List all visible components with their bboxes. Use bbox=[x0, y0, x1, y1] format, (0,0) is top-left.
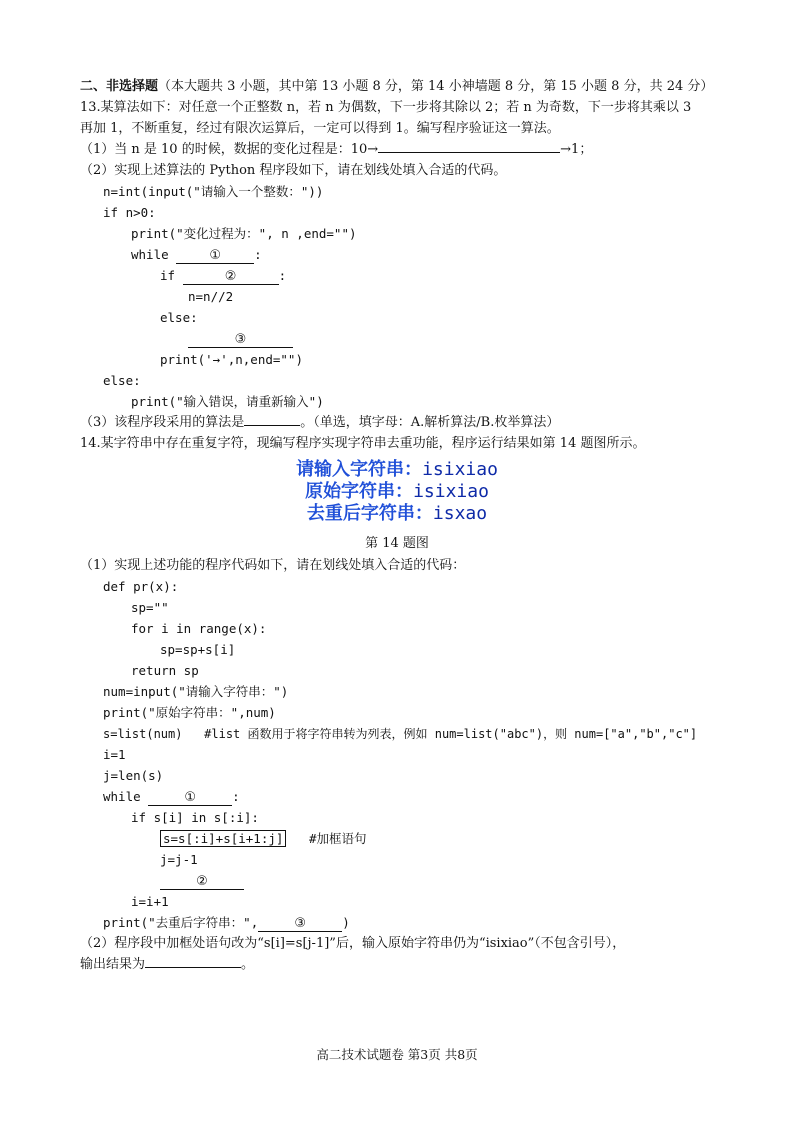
q13-part2: （2）实现上述算法的 Python 程序段如下，请在划线处填入合适的代码。 bbox=[80, 163, 507, 178]
code-text: : bbox=[232, 789, 240, 804]
q13-code-line: else: bbox=[160, 310, 198, 325]
q13-code-line bbox=[188, 331, 293, 348]
q14-blank-2[interactable]: ② bbox=[160, 875, 244, 890]
q13-code-line: if n>0: bbox=[103, 205, 156, 220]
code-text: print("去重后字符串：", bbox=[103, 915, 259, 930]
q13-part1 bbox=[80, 142, 592, 158]
q13-blank-3[interactable]: ③ bbox=[188, 333, 293, 348]
q14-code-line: if s[i] in s[:i]: bbox=[131, 810, 259, 825]
q13-part1-text: （1）当 n 是 10 的时候，数据的变化过程是：10→ bbox=[80, 142, 379, 157]
q14-code-line: s=list(num) #list 函数用于将字符串转为列表，例如 num=list("abc")，则 num=["a","b","c"] bbox=[103, 727, 698, 741]
q14-code-line bbox=[160, 873, 244, 890]
q14-code-line: num=input("请输入字符串：") bbox=[103, 684, 289, 699]
q13-code-line: print("输入错误，请重新输入") bbox=[131, 394, 324, 409]
q13-part3-text: （3）该程序段采用的算法是 bbox=[80, 415, 245, 430]
demo-label: 去重后字符串： bbox=[306, 503, 433, 524]
q13-blank-1[interactable]: ① bbox=[176, 249, 254, 264]
q13-part3-tail: 。（单选，填字母：A.解析算法/B.枚举算法） bbox=[300, 415, 560, 430]
q14-code-line: return sp bbox=[131, 663, 199, 678]
q14-blank-3[interactable]: ③ bbox=[258, 917, 342, 932]
q14-code-line: sp=sp+s[i] bbox=[160, 642, 236, 657]
q14-part2-text: 输出结果为 bbox=[80, 957, 146, 972]
q14-code-line: j=j-1 bbox=[160, 852, 198, 867]
q13-blank-2[interactable]: ② bbox=[183, 270, 279, 285]
q13-code-line: else: bbox=[103, 373, 141, 388]
q14-code-line: i=i+1 bbox=[131, 894, 169, 909]
demo-value: isxao bbox=[432, 503, 488, 524]
q14-demo-line-dedup bbox=[0, 503, 794, 525]
q14-code-line: sp="" bbox=[131, 600, 169, 615]
section-header bbox=[80, 79, 713, 95]
section-header-bold: 二、非选择题 bbox=[80, 79, 159, 94]
q13-code-line: n=int(input("请输入一个整数：")) bbox=[103, 184, 324, 199]
q14-demo-line-input bbox=[0, 459, 794, 481]
q14-part2-line2 bbox=[80, 957, 254, 973]
q13-code-line bbox=[131, 247, 262, 264]
demo-label: 原始字符串： bbox=[305, 481, 414, 502]
q14-code-line: j=len(s) bbox=[103, 768, 164, 783]
q14-stem: 14.某字符串中存在重复字符，现编写程序实现字符串去重功能，程序运行结果如第 14 题图所示。 bbox=[80, 436, 646, 451]
code-text: : bbox=[254, 247, 262, 262]
q14-code-line bbox=[160, 831, 367, 847]
demo-label: 请输入字符串： bbox=[296, 459, 423, 480]
q13-part1-answer-blank[interactable] bbox=[378, 152, 560, 153]
q14-code-line: def pr(x): bbox=[103, 579, 179, 594]
q14-figure-caption: 第 14 题图 bbox=[365, 536, 429, 551]
q13-part3-answer-blank[interactable] bbox=[244, 425, 300, 426]
q14-code-line bbox=[103, 915, 350, 932]
q13-part1-tail: →1； bbox=[560, 142, 593, 157]
boxed-statement-comment: #加框语句 bbox=[286, 831, 367, 846]
q14-part2-line1: （2）程序段中加框处语句改为“s[i]=s[j-1]”后，输入原始字符串仍为“isixiao”（不包含引号）， bbox=[80, 936, 626, 951]
q13-stem-line2: 再加 1，不断重复，经过有限次运算后，一定可以得到 1。编写程序验证这一算法。 bbox=[80, 121, 560, 136]
page-footer: 高二技术试题卷 第3页 共8页 bbox=[316, 1047, 478, 1062]
code-text: : bbox=[278, 268, 287, 283]
q13-code-line: print("变化过程为：", n ,end="") bbox=[131, 226, 357, 241]
code-text: ) bbox=[342, 915, 350, 930]
q14-part2-tail: 。 bbox=[241, 957, 255, 972]
q13-code-line: n=n//2 bbox=[188, 289, 234, 304]
demo-value: isixiao bbox=[422, 459, 498, 480]
code-text: while bbox=[103, 789, 149, 804]
demo-value: isixiao bbox=[413, 481, 489, 502]
boxed-statement: s=s[:i]+s[i+1:j] bbox=[160, 830, 286, 847]
q14-blank-1[interactable]: ① bbox=[148, 791, 232, 806]
code-text: if bbox=[160, 268, 183, 283]
q14-code-line: i=1 bbox=[103, 747, 126, 762]
q13-code-line bbox=[160, 268, 286, 285]
q14-part2-answer-blank[interactable] bbox=[145, 967, 241, 968]
q14-code-line: print("原始字符串：",num) bbox=[103, 705, 276, 720]
q13-code-line: print('→',n,end="") bbox=[160, 352, 303, 367]
q14-demo-line-original bbox=[0, 481, 794, 503]
section-header-rest: （本大题共 3 小题，其中第 13 小题 8 分，第 14 小神墙题 8 分，第 15 小题 8 分，共 24 分） bbox=[158, 79, 714, 94]
q14-code-line: for i in range(x): bbox=[131, 621, 267, 636]
q14-part1: （1）实现上述功能的程序代码如下，请在划线处填入合适的代码： bbox=[80, 558, 466, 573]
q13-part3 bbox=[80, 415, 559, 431]
q14-code-line bbox=[103, 789, 240, 806]
code-text: while bbox=[131, 247, 177, 262]
q13-stem-line1: 13.某算法如下：对任意一个正整数 n，若 n 为偶数，下一步将其除以 2；若 n 为奇数，下一步将其乘以 3 bbox=[80, 100, 692, 115]
